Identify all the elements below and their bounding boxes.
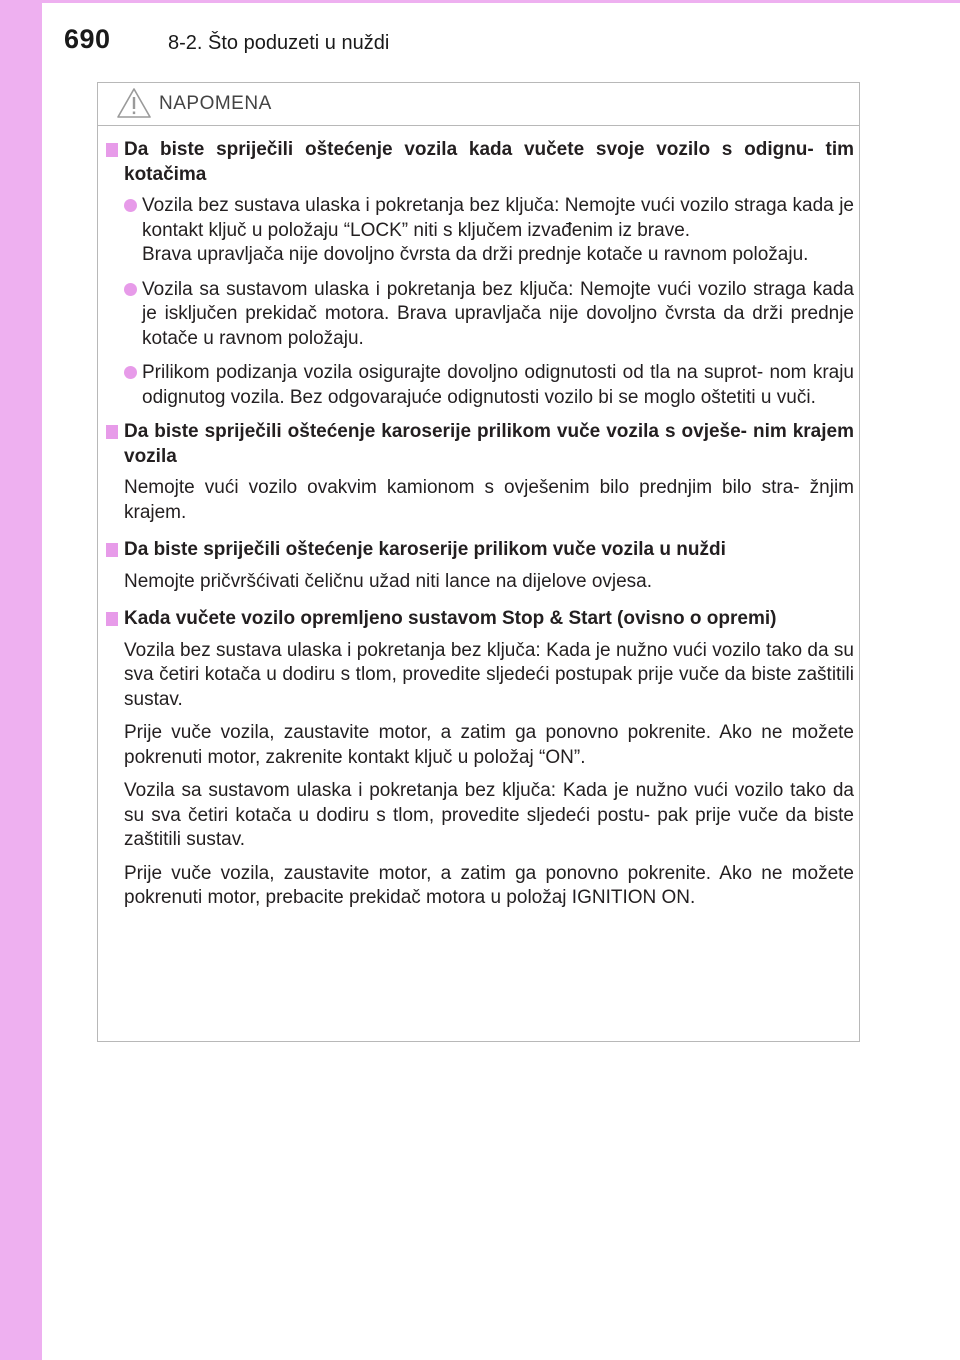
warning-triangle-icon (116, 87, 152, 119)
heading-text: Da biste spriječili oštećenje karoserije prilikom vuče vozila u nuždi (124, 539, 726, 560)
notice-title: NAPOMENA (159, 93, 272, 114)
paragraph: Prije vuče vozila, zaustavite motor, a zatim ga ponovno pokrenite. Ako ne možete pokrenuti motor, zakrenite kontakt ključ u položaj “ON”. (124, 722, 854, 768)
notice-box (97, 82, 860, 1042)
square-bullet-icon (106, 425, 118, 439)
item-text: Prilikom podizanja vozila osigurajte dovoljno odignutosti od tla na suprot- nom kraju odignutog vozila. Bez odgovarajuće odignutosti vozilo bi se moglo oštetiti u vuči. (142, 362, 854, 408)
notice-heading-emergency-towing (106, 538, 854, 563)
top-color-band (0, 0, 960, 3)
paragraph: Nemojte pričvršćivati čeličnu užad niti lance na dijelove ovjesa. (124, 570, 653, 592)
notice-body (106, 138, 854, 920)
list-item (106, 361, 854, 410)
paragraph: Prije vuče vozila, zaustavite motor, a zatim ga ponovno pokrenite. Ako ne možete pokrenuti motor, prebacite prekidač motora u položaj IGNITION ON. (124, 862, 854, 908)
heading-text: Da biste spriječili oštećenje karoserije prilikom vuče vozila s ovješe- nim krajem vozila (124, 421, 854, 467)
section-title: 8-2. Što poduzeti u nuždi (168, 32, 390, 54)
notice-heading-lifted-wheels (106, 138, 854, 187)
item-text: Vozila sa sustavom ulaska i pokretanja bez ključa: Nemojte vući vozilo straga kada je isključen prekidač motora. Brava upravljača nije dovoljno čvrsta da drži prednje kotače u ravnom položaju. (142, 278, 854, 349)
item-text-extra: Brava upravljača nije dovoljno čvrsta da drži prednje kotače u ravnom položaju. (142, 244, 809, 265)
round-bullet-icon (124, 366, 137, 379)
square-bullet-icon (106, 143, 118, 157)
page-number: 690 (64, 24, 111, 54)
paragraph: Nemojte vući vozilo ovakvim kamionom s ovješenim bilo prednjim bilo stra- žnjim krajem. (124, 477, 854, 523)
square-bullet-icon (106, 612, 118, 626)
list-item (106, 194, 854, 268)
notice-heading-stop-start (106, 607, 854, 632)
notice-header (98, 83, 859, 126)
paragraph: Vozila sa sustavom ulaska i pokretanja bez ključa: Kada je nužno vući vozilo tako da su sva četiri kotača u dodiru s tlom, provedite sljedeći postu- pak prije vuče da biste zaštitili sustav. (124, 780, 854, 850)
heading-text: Da biste spriječili oštećenje vozila kada vučete svoje vozilo s odignu- tim kotačima (124, 139, 854, 185)
item-text: Vozila bez sustava ulaska i pokretanja bez ključa: Nemojte vući vozilo straga kada je kontakt ključ u položaju “LOCK” niti s ključem izvađenim iz brave. (142, 195, 854, 241)
heading-text: Kada vučete vozilo opremljeno sustavom Stop & Start (ovisno o opremi) (124, 608, 777, 629)
side-color-band (0, 0, 42, 1360)
round-bullet-icon (124, 199, 137, 212)
square-bullet-icon (106, 543, 118, 557)
paragraph: Vozila bez sustava ulaska i pokretanja bez ključa: Kada je nužno vući vozilo tako da su sva četiri kotača u dodiru s tlom, provedite sljedeći postupak prije vuče da biste zaštitili sustav. (124, 639, 854, 710)
round-bullet-icon (124, 283, 137, 296)
notice-heading-suspended-end (106, 420, 854, 469)
list-item (106, 278, 854, 352)
